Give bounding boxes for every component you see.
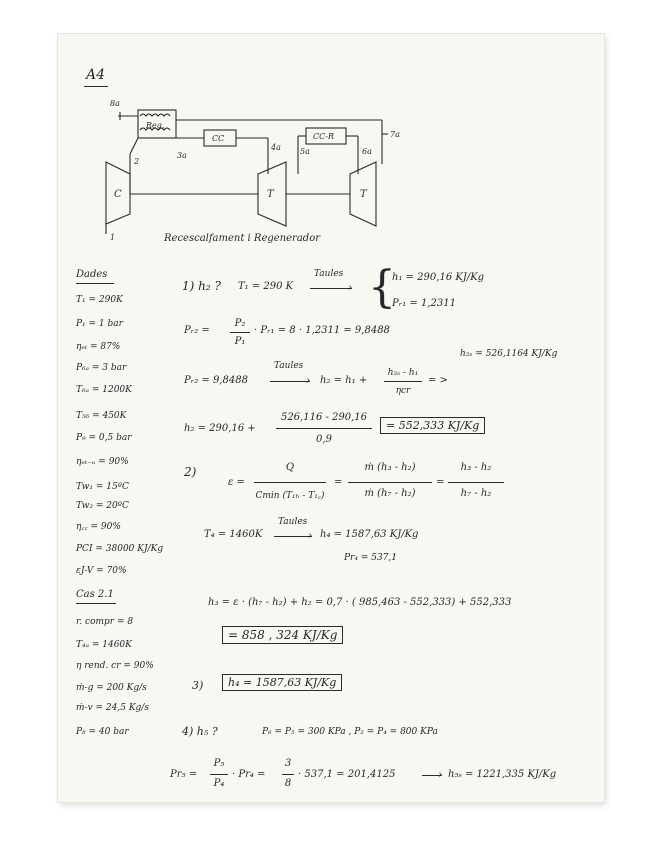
compressor-label: C (114, 189, 122, 200)
cas-underline (76, 603, 116, 604)
pr2-arrow (270, 381, 310, 382)
notebook-page (58, 34, 604, 802)
data-tw1: Tw₁ = 15ºC (76, 482, 129, 492)
pr2-arrow-label: Taules (274, 361, 304, 371)
eps-num2: ṁ (h₃ - h₂) (364, 462, 416, 473)
cas-mg: ṁ-g = 200 Kg/s (76, 683, 147, 693)
pr5-num: P₅ (213, 758, 225, 769)
data-eff-turb: ηₑₜ = 87% (76, 342, 121, 352)
h2-formula-lhs: h₂ = h₁ + (320, 375, 368, 386)
t4-arrow (274, 536, 312, 537)
q1-label: 1) h₂ ? (182, 279, 221, 293)
cas-mv: ṁ-v = 24,5 Kg/s (76, 703, 149, 713)
state-2-label: 2 (134, 157, 140, 166)
eps-den3: h₇ - h₂ (460, 488, 492, 499)
h2-calc-bar (276, 428, 372, 429)
h2-formula-den: ηcr (395, 386, 411, 396)
q1-t1: T₁ = 290 K (238, 281, 294, 292)
h2-calc-den: 0,9 (316, 434, 332, 445)
t4-arrow-label: Taules (278, 517, 308, 527)
q1-h1: h₁ = 290,16 KJ/Kg (392, 272, 485, 283)
data-t1: T₁ = 290K (76, 295, 123, 305)
data-eff-tv: ηₑₜ₋ᵤ = 90% (76, 457, 129, 467)
q3-label: 3) (192, 679, 204, 692)
eps-den2: ṁ (h₇ - h₂) (364, 488, 416, 499)
data-tw2: Tw₂ = 20ºC (76, 501, 129, 511)
cas-t4a: T₄ₐ = 1460K (76, 640, 132, 650)
h2-calc-num: 526,116 - 290,16 (280, 412, 368, 423)
pr5-arrowhead: › (438, 768, 443, 781)
pr4-value: Pr₄ = 537,1 (344, 553, 397, 563)
pr2-val: Pᵣ₂ = 9,8488 (184, 375, 248, 386)
dades-heading: Dades (76, 269, 108, 280)
h3-equation: h₃ = ε · (h₇ - h₂) + h₂ = 0,7 · ( 985,463 - 552,333) + 552,333 (208, 597, 512, 608)
q4-label: 4) h₅ ? (182, 725, 218, 738)
data-p6a: P₆ₐ = 3 bar (76, 363, 127, 373)
data-eff-cc: η꜀꜀ = 90% (76, 522, 121, 532)
data-t56: T₅₆ = 450K (76, 411, 127, 421)
data-p9: P₉ = 0,5 bar (76, 433, 132, 443)
eps-eq1: = (334, 477, 343, 488)
pr5-den: P₄ (213, 778, 225, 789)
pr2-lhs: Pᵣ₂ = (184, 325, 210, 336)
pr2-rhs: · Pᵣ₁ = 8 · 1,2311 = 9,8488 (254, 325, 390, 336)
data-pci: PCI = 38000 KJ/Kg (76, 544, 164, 554)
pr2-num: P₂ (234, 318, 246, 329)
pr5-bar2 (282, 774, 294, 775)
state-5a-label: 5a (300, 147, 310, 156)
h2-calc-lhs: h₂ = 290,16 + (184, 423, 256, 434)
h3-result-box: = 858 , 324 KJ/Kg (222, 626, 343, 644)
regenerator-coil (140, 114, 170, 116)
h4-result-box: h₄ = 1587,63 KJ/Kg (222, 674, 342, 691)
cas-heading: Cas 2.1 (76, 589, 114, 600)
reg-label: Reg. (146, 121, 165, 130)
t4-value: T₄ = 1460K (204, 529, 263, 540)
pr5-num2: 3 (284, 758, 292, 769)
q1-pr1: Pᵣ₁ = 1,2311 (392, 298, 456, 309)
eps-bar3 (448, 482, 504, 483)
h2-formula-num: h₂ₛ - h₁ (387, 368, 419, 378)
state-6a-label: 6a (362, 147, 372, 156)
eps-lhs: ε = (228, 477, 245, 488)
cas-p8: P₈ = 40 bar (76, 727, 129, 737)
eps-num3: h₃ - h₂ (460, 462, 492, 473)
diagram-caption: Recescalfament i Regenerador (164, 233, 321, 244)
cas-r-compr: r. compr = 8 (76, 617, 134, 627)
cas-rend: η rend. cr = 90% (76, 661, 154, 671)
q1-brace: { (368, 262, 396, 313)
eps-den1: Cmin (T₁ₕ - T₁꜀) (255, 491, 325, 501)
state-4a-label: 4a (271, 143, 281, 152)
dades-underline (76, 283, 114, 284)
eps-bar1 (254, 482, 326, 483)
turbine-2-label: T (360, 189, 367, 200)
q1-arrow-label: Taules (314, 269, 344, 279)
state-1-label: 1 (110, 233, 116, 242)
pr2-den: P₁ (234, 336, 246, 347)
state-3a-label: 3a (177, 151, 187, 160)
pr5-rhs: · 537,1 = 201,4125 (298, 769, 396, 780)
pr5-lhs: Pr₅ = (170, 769, 198, 780)
h4-value: h₄ = 1587,63 KJ/Kg (320, 529, 419, 540)
eps-num1: Q (285, 462, 295, 473)
pr5-mid: · Pr₄ = (232, 769, 266, 780)
cycle-diagram (58, 34, 604, 254)
data-eps: εJ-V = 70% (76, 566, 127, 576)
t4-arrowhead: › (308, 529, 313, 542)
pr2-arrowhead: › (306, 374, 311, 387)
h2-result-box: = 552,333 KJ/Kg (380, 417, 485, 434)
page-title: A4 (86, 67, 106, 83)
q2-label: 2) (184, 465, 197, 479)
q1-arrowhead: › (348, 281, 353, 294)
q1-arrow (310, 288, 352, 289)
eps-eq2: = (436, 477, 445, 488)
pr5-bar (210, 774, 228, 775)
turbine-1-label: T (267, 189, 274, 200)
data-p1: P₁ = 1 bar (76, 319, 123, 329)
h5s-value: h₅ₛ = 1221,335 KJ/Kg (448, 769, 557, 780)
cc-r-label: CC-R (313, 132, 334, 141)
cc-label: CC (212, 134, 225, 143)
eps-bar2 (348, 482, 432, 483)
data-t6a: T₆ₐ = 1200K (76, 385, 132, 395)
h2s-side-note: h₂ₛ = 526,1164 KJ/Kg (460, 349, 558, 359)
h2-formula-bar (384, 381, 422, 382)
pr2-fracbar (230, 332, 250, 333)
pr5-den2: 8 (284, 778, 292, 789)
pressure-relations: P₆ = P₅ = 300 KPa , P₂ = P₄ = 800 KPa (262, 727, 438, 737)
state-7a-label: 7a (390, 130, 400, 139)
h2-formula-arrow: = > (428, 375, 448, 386)
state-8a-label: 8a (110, 99, 120, 108)
